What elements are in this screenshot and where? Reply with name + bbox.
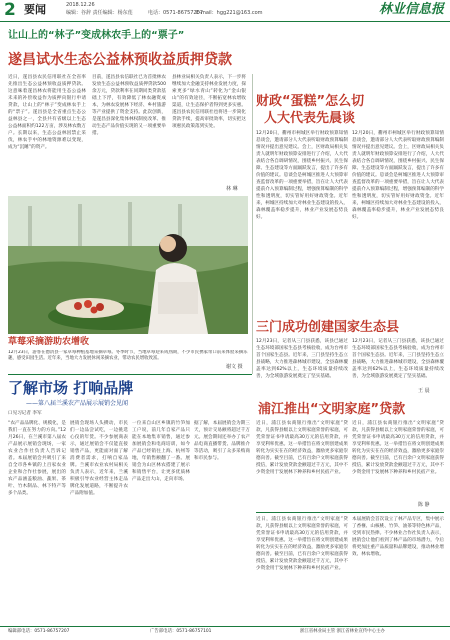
footer-right: 浙江省林业局主管 浙江省林业宣传中心主办	[300, 629, 385, 634]
photo-caption-text: 12月23日，游客在德清县一家草莓种植基地采摘草莓。冬季时节，当地草莓迎来成熟期，不少市民携家带口前来体验采摘乐趣，感受田园生活。近年来，当地大力发展休闲采摘农业，带动农民增收致富。	[8, 350, 248, 361]
top-story-col3: 县林业局相关负责人表示，下一步将继续加大金融支持林业发展力度，探索更多“绿水青山”转化为“金山银山”的有效途径，不断拓宽林农增收渠道，让生态保护者得到更多实惠。遂昌县农民信用联社也将进一步简化贷款手续，提高审批效率，切实把这项惠民政策落到实处。	[172, 75, 246, 129]
top-story-col2: 目前，遂昌县农信联社已为首批林农发放生态公益林预收益质押贷款500余万元，贷款利率在同期同类贷款基础上下浮，有效降低了林农融资成本，为林农发展林下经济、乡村旅游等产业提供了资金支持。此次创新，是遂昌县深化集体林权制度改革、推动生态产品价值实现的又一项重要举措。	[92, 75, 166, 136]
footer-left: 编辑部电话：0571-86757207	[8, 629, 70, 634]
top-story-col1: 近日，遂昌县农民信用联社在全省率先推出生态公益林预收益质押贷款。这意味着遂昌林农将能用生态公益林未来的补偿收益作为质押向银行申请贷款，让山上的“林子”变成林农手上的“票子”。遂昌县是全省重点生态公益林县之一，全县共有省级以上生态公益林面积约122万亩，涉及林农数万户。长期以来，生态公益林因禁止采伐，林农手中的林地资源难以变现，成为“沉睡”的资产。	[8, 75, 86, 150]
brand-story-byline: 口见习记者 李军	[8, 411, 42, 416]
sanmen-story-body-b: 12月23日，记者从三门县获悉，该县已通过生态环境部国家生态县考核验收，成为台州市首个国家生态县。近年来，三门县坚持生态立县战略，大力推进森林城市建设，全县森林覆盖率达到62%以上，生态环境质量持续改善，为全域旅游发展奠定了坚实基础。	[352, 339, 444, 379]
brand-story-col2: 展销会现场人头攒动，市民们一边品尝试吃，一边挑选心仪的年货。不少参展商表示，通过展销会不仅能直接销售产品，更能面对面了解消费者需求，打响自家品牌。兰溪市农业农村局相关负责人表示，近年来，兰溪积极引导农业经营主体走品牌化发展道路，不断提升农产品附加值。	[70, 421, 128, 496]
brand-story-subtitle: ——第八届兰溪农产品展示展销会见闻	[26, 400, 129, 407]
sanmen-story-body-a: 12月23日，记者从三门县获悉，该县已通过生态环境部国家生态县考核验收，成为台州市首个国家生态县。近年来，三门县坚持生态立县战略，大力推进森林城市建设，全县森林覆盖率达到62%以上，生态环境质量持续改善，为全域旅游发展奠定了坚实基础。	[256, 339, 348, 379]
page-header	[0, 0, 450, 22]
page-number: 2	[4, 0, 16, 20]
civilized-story-body-a: 近日，浦江县农商银行推出“文明家庭”贷款，凡获得县级以上文明家庭荣誉的家庭，可凭荣誉证书申请最高30万元的信用贷款，并享受利率优惠。这一举措旨在将文明创建成果转化为实实在在的经济效益，激励更多家庭崇德向善。截至目前，已有百余户文明家庭获得授信，累计发放贷款金额超过千万元，其中不少资金用于发展林下种养和乡村民宿产业。	[256, 421, 348, 475]
news-photo	[8, 196, 248, 334]
brand-story-col1: “农产品品牌化、规模化，是我们一直在努力的方向。”12月26日，在兰溪市第八届农产品展示展销会现场，一家农业合作社负责人告诉记者。本届展销会共吸引了来自全市各乡镇的上百家农业企业和合作社参展，展出的农产品涵盖粮油、蔬果、茶叶、竹木制品、林下特产等多个品类。	[8, 421, 66, 496]
footer-mid: 广告部电话：0571-86757101	[150, 629, 212, 634]
sanmen-story-author: 王 晨	[418, 388, 430, 394]
page-footer	[0, 626, 450, 640]
top-story-author: 林 琳	[226, 186, 238, 192]
photo-caption-title: 草莓采摘游助农增收	[8, 337, 90, 347]
brand-story-col4: 据了解，本届展销会为期三天，预计交易额将超过千万元。展会期间还举办了农产品电商直播带货、品牌推介等活动，吸引了众多采购商和市民参与。	[194, 421, 250, 461]
story-divider	[8, 374, 252, 375]
loan-story-title-1: 财政“蛋糕”怎么切	[256, 94, 365, 109]
brand-story-title: 了解市场 打响品牌	[8, 379, 134, 397]
photo-credit: 谢文 摄	[226, 364, 243, 370]
column-divider	[252, 74, 253, 374]
loan-story-title-2: 人大代表先晨谈	[264, 111, 356, 126]
civilized-story-author: 陈 静	[418, 502, 430, 508]
brand-story-col3: 一位来自山区乡镇的竹笋加工户说，前几年自家产品只能在本地集市销售，通过参加展销会和电商培训，如今产品已经销往上海、杭州等地，年销售额翻了一番。展销会为山区林农搭建了展示和销售平台，让更多优质林产品走出大山，走向市场。	[132, 421, 190, 482]
loan-story-body-b: 12月20日，衢州市柯城区举行财政预算知情恳谈会，邀请部分人大代表听取财政预算编制情况并提出意见建议。会上，区财政局相关负责人就明年财政预算安排进行了介绍，人大代表结合各自调研情况，围绕乡村振兴、民生保障、生态建设等方面踊跃发言，提出了许多有价值的建议。恳谈会是柯城区推进人大预算审查监督改革的一项重要举措，旨在让人大代表提前介入预算编制过程，增强预算编制的科学性和透明度，切实管好用好财政资金。近年来，柯城区持续加大对林业生态建设的投入，森林覆盖率稳步提升，林业产业发展态势良好。	[352, 131, 444, 220]
section-divider	[256, 512, 444, 513]
editor-line: 编辑：谷辞 责任编辑：杨东莲	[66, 10, 133, 16]
civilized-story-cont-a: 近日，浦江县农商银行推出“文明家庭”贷款，凡获得县级以上文明家庭荣誉的家庭，可凭荣誉证书申请最高30万元的信用贷款，并享受利率优惠。这一举措旨在将文明创建成果转化为实实在在的经济效益，激励更多家庭崇德向善。截至目前，已有百余户文明家庭获得授信，累计发放贷款金额超过千万元，其中不少资金用于发展林下种养和乡村民宿产业。	[256, 517, 348, 571]
top-story-kicker: 让山上的“林子”变成林农手上的“票子”	[8, 30, 185, 41]
issue-date: 2018.12.26	[66, 2, 95, 8]
civilized-story-title: 浦江推出“文明家庭”贷款	[258, 402, 406, 417]
civilized-story-body-b: 近日，浦江县农商银行推出“文明家庭”贷款，凡获得县级以上文明家庭荣誉的家庭，可凭荣誉证书申请最高30万元的信用贷款，并享受利率优惠。这一举措旨在将文明创建成果转化为实实在在的经济效益，激励更多家庭崇德向善。截至目前，已有百余户文明家庭获得授信，累计发放贷款金额超过千万元，其中不少资金用于发展林下种养和乡村民宿产业。	[352, 421, 444, 475]
section-title: 要闻	[24, 3, 46, 16]
email-line: E-mail：hgg221@163.com	[196, 10, 263, 16]
top-story-headline: 遂昌试水生态公益林预收益质押贷款	[8, 52, 232, 68]
strawberry-picking-photo	[8, 196, 248, 334]
masthead-logo: 林业信息报	[378, 2, 444, 17]
sanmen-story-title: 三门成功创建国家生态县	[256, 320, 400, 335]
phone-line: 电话：0571-86757207	[148, 10, 203, 16]
civilized-story-cont-b: 本届展销会首次设立了林产品专区，集中展示了香榧、山核桃、竹笋、油茶等特色林产品，受到市民热捧。不少林业合作社负责人表示，展销会让他们看到了林产品的市场潜力，今后将更加注重产品质量和品牌建设，推动林业增效、林农增收。	[352, 517, 444, 557]
loan-story-body-a: 12月20日，衢州市柯城区举行财政预算知情恳谈会，邀请部分人大代表听取财政预算编制情况并提出意见建议。会上，区财政局相关负责人就明年财政预算安排进行了介绍，人大代表结合各自调研情况，围绕乡村振兴、民生保障、生态建设等方面踊跃发言，提出了许多有价值的建议。恳谈会是柯城区推进人大预算审查监督改革的一项重要举措，旨在让人大代表提前介入预算编制过程，增强预算编制的科学性和透明度，切实管好用好财政资金。近年来，柯城区持续加大对林业生态建设的投入，森林覆盖率稳步提升，林业产业发展态势良好。	[256, 131, 348, 220]
